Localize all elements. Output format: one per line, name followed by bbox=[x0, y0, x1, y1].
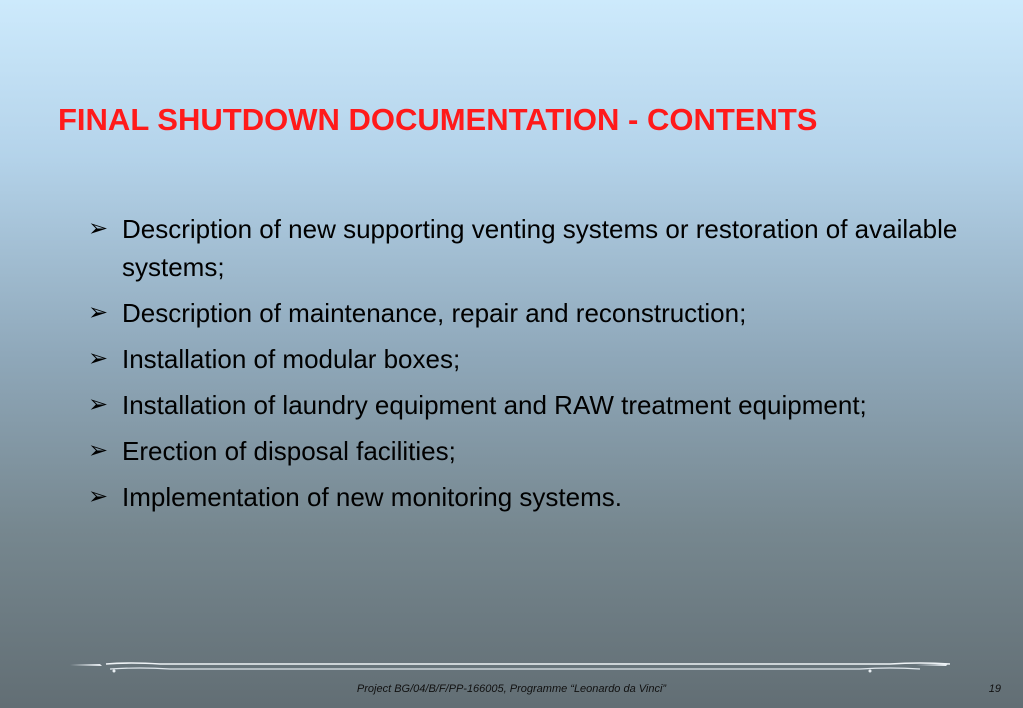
footer-line-dot-left bbox=[113, 670, 116, 673]
bullet-text: Installation of laundry equipment and RAW treatment equipment; bbox=[122, 390, 867, 420]
bullet-text: Description of new supporting venting systems or restoration of available systems; bbox=[122, 214, 958, 282]
footer-line-top bbox=[106, 663, 950, 664]
bullet-text: Installation of modular boxes; bbox=[122, 344, 461, 374]
slide-title: FINAL SHUTDOWN DOCUMENTATION - CONTENTS bbox=[58, 102, 818, 137]
footer-line-right-tip bbox=[916, 664, 948, 666]
list-item bbox=[88, 478, 968, 516]
bullet-text: Description of maintenance, repair and reconstruction; bbox=[122, 298, 747, 328]
footer-line-left-tip bbox=[70, 664, 102, 666]
bullet-text: Implementation of new monitoring systems. bbox=[122, 482, 622, 512]
list-item bbox=[88, 340, 968, 378]
page-number: 19 bbox=[988, 683, 1001, 695]
arrow-bullet-icon: ➢ bbox=[88, 215, 109, 242]
arrow-bullet-icon: ➢ bbox=[88, 391, 109, 418]
bullet-text: Erection of disposal facilities; bbox=[122, 436, 456, 466]
bullet-list bbox=[88, 210, 968, 524]
list-item bbox=[88, 294, 968, 332]
footer-line-bottom bbox=[110, 668, 920, 669]
decorative-footer-line bbox=[70, 655, 950, 679]
footer-line-dot-right bbox=[869, 670, 872, 673]
list-item bbox=[88, 432, 968, 470]
list-item bbox=[88, 210, 968, 286]
arrow-bullet-icon: ➢ bbox=[88, 299, 109, 326]
arrow-bullet-icon: ➢ bbox=[88, 437, 109, 464]
arrow-bullet-icon: ➢ bbox=[88, 483, 109, 510]
footer-text: Project BG/04/B/F/PP-166005, Programme “Leonardo da Vinci” bbox=[356, 683, 667, 695]
arrow-bullet-icon: ➢ bbox=[88, 345, 109, 372]
list-item bbox=[88, 386, 968, 424]
